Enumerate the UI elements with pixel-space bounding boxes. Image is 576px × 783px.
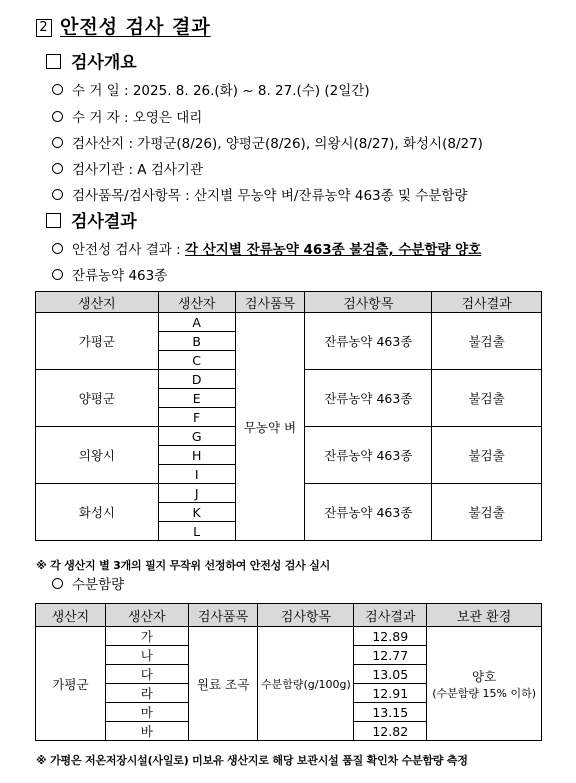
producer-cell: E	[158, 389, 235, 408]
storage-main: 양호	[472, 668, 497, 684]
table-header: 검사항목	[258, 604, 354, 627]
results-heading: 검사결과	[46, 207, 137, 232]
value-cell: 12.89	[354, 627, 427, 646]
circle-bullet-icon	[52, 84, 63, 95]
table-header: 검사결과	[432, 292, 542, 313]
results-summary: 안전성 검사 결과 : 각 산지별 잔류농약 463종 불검출, 수분함량 양호	[52, 238, 481, 258]
test-cell: 잔류농약 463종	[305, 484, 432, 541]
result-cell: 불검출	[432, 370, 542, 427]
table-header: 검사품목	[188, 604, 258, 627]
circle-bullet-icon	[52, 269, 63, 280]
test-cell: 잔류농약 463종	[305, 313, 432, 370]
table-header: 생산지	[36, 604, 106, 627]
overview-item: 수 거 일 : 2025. 8. 26.(화) ~ 8. 27.(수) (2일간)	[52, 79, 370, 99]
section-title	[36, 12, 211, 39]
square-bullet-icon	[46, 54, 61, 69]
region-cell: 화성시	[36, 484, 159, 541]
test-cell: 수분함량(g/100g)	[258, 627, 354, 741]
producer-cell: 다	[105, 665, 188, 684]
producer-cell: 가	[105, 627, 188, 646]
storage-sub: (수분함량 15% 이하)	[432, 686, 536, 700]
result-cell: 불검출	[432, 313, 542, 370]
table-header: 보관 환경	[427, 604, 542, 627]
value-cell: 12.91	[354, 684, 427, 703]
item-cell: 원료 조곡	[188, 627, 258, 741]
table-header: 검사결과	[354, 604, 427, 627]
producer-cell: F	[158, 408, 235, 427]
result-cell: 불검출	[432, 484, 542, 541]
moisture-table	[35, 603, 542, 741]
table-header: 생산지	[36, 292, 159, 313]
producer-cell: A	[158, 313, 235, 332]
producer-cell: 라	[105, 684, 188, 703]
storage-cell	[427, 627, 542, 741]
producer-cell: G	[158, 427, 235, 446]
residue-table	[35, 291, 542, 541]
circle-bullet-icon	[52, 163, 63, 174]
test-cell: 잔류농약 463종	[305, 427, 432, 484]
value-cell: 13.15	[354, 703, 427, 722]
region-cell: 가평군	[36, 313, 159, 370]
producer-cell: 나	[105, 646, 188, 665]
moisture-label: 수분함량	[52, 573, 124, 593]
result-cell: 불검출	[432, 427, 542, 484]
producer-cell: K	[158, 503, 235, 522]
overview-item: 검사기관 : A 검사기관	[52, 158, 203, 178]
producer-cell: 마	[105, 703, 188, 722]
value-cell: 12.82	[354, 722, 427, 741]
region-cell: 가평군	[36, 627, 106, 741]
residue-label: 잔류농약 463종	[52, 264, 167, 284]
table-header: 생산자	[105, 604, 188, 627]
producer-cell: J	[158, 484, 235, 503]
producer-cell: C	[158, 351, 235, 370]
value-cell: 12.77	[354, 646, 427, 665]
footnote-2: ※ 가평은 저온저장시설(사일로) 미보유 생산지로 해당 보관시설 품질 확인차 수분함량 측정	[36, 754, 468, 767]
square-bullet-icon	[46, 213, 61, 228]
value-cell: 13.05	[354, 665, 427, 684]
table-header: 검사품목	[235, 292, 305, 313]
table-header: 생산자	[158, 292, 235, 313]
overview-item: 수 거 자 : 오영은 대리	[52, 106, 202, 126]
producer-cell: 바	[105, 722, 188, 741]
circle-bullet-icon	[52, 189, 63, 200]
circle-bullet-icon	[52, 243, 63, 254]
circle-bullet-icon	[52, 111, 63, 122]
overview-item: 검사산지 : 가평군(8/26), 양평군(8/26), 의왕시(8/27), 화성시(8/27)	[52, 132, 483, 152]
section-title-text: 안전성 검사 결과	[60, 16, 211, 38]
circle-bullet-icon	[52, 578, 63, 589]
overview-heading: 검사개요	[46, 48, 137, 73]
results-summary-highlight: 각 산지별 잔류농약 463종 불검출, 수분함량 양호	[185, 242, 482, 258]
footnote-1: ※ 각 생산지 별 3개의 필지 무작위 선정하여 안전성 검사 실시	[36, 559, 331, 572]
region-cell: 양평군	[36, 370, 159, 427]
overview-item: 검사품목/검사항목 : 산지별 무농약 벼/잔류농약 463종 및 수분함량	[52, 184, 467, 204]
producer-cell: D	[158, 370, 235, 389]
producer-cell: B	[158, 332, 235, 351]
producer-cell: L	[158, 522, 235, 541]
section-number: 2	[36, 19, 52, 37]
producer-cell: H	[158, 446, 235, 465]
producer-cell: I	[158, 465, 235, 484]
region-cell: 의왕시	[36, 427, 159, 484]
item-cell: 무농약 벼	[235, 313, 305, 541]
table-header: 검사항목	[305, 292, 432, 313]
circle-bullet-icon	[52, 137, 63, 148]
test-cell: 잔류농약 463종	[305, 370, 432, 427]
